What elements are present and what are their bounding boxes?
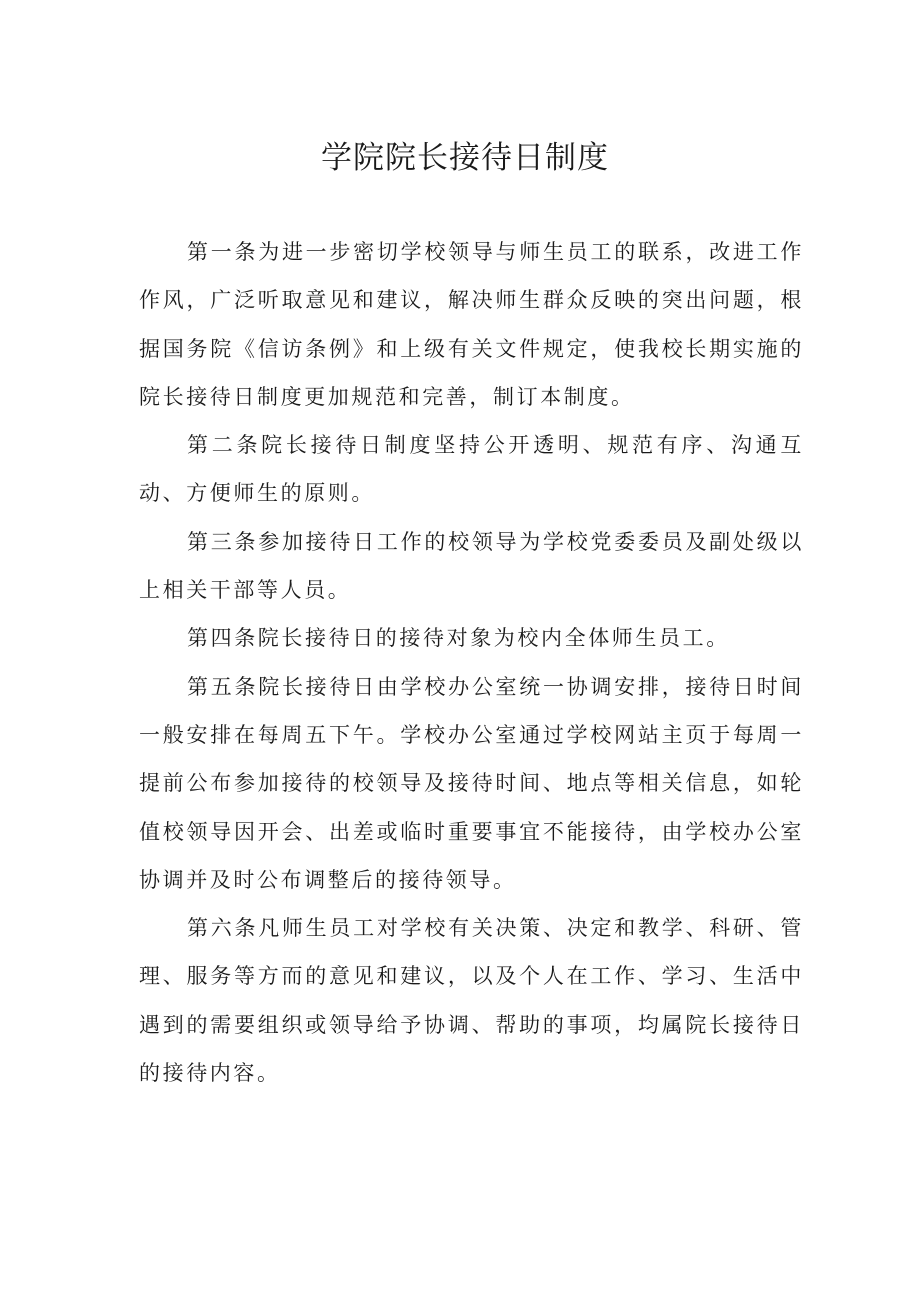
article-4: 第四条院长接待日的接待对象为校内全体师生员工。 [187,626,730,651]
article-3: 第三条参加接待日工作的校领导为学校党委委员及副处级以上相关干部等人员。 [139,529,804,603]
article-5: 第五条院长接待日由学校办公室统一协调安排，接待日时间一般安排在每周五下午。学校办公室通过学校网站主页于每周一提前公布参加接待的校领导及接待时间、地点等相关信息，如轮值校领导因开会、出差或临时重要事宜不能接待，由学校办公室协调并及时公布调整后的接待领导。 [139,674,804,892]
article-2: 第二条院长接待日制度坚持公开透明、规范有序、沟通互动、方便师生的原则。 [139,433,804,506]
article-1: 第一条为进一步密切学校领导与师生员工的联系，改进工作作风，广泛听取意见和建议，解决师生群众反映的突出问题，根据国务院《信访条例》和上级有关文件规定，使我校长期实施的院长接待日制度更加规范和完善，制订本制度。 [139,240,804,409]
document-title: 学院院长接待日制度 [321,140,609,176]
document-body [139,228,804,1097]
article-6: 第六条凡师生员工对学校有关决策、决定和教学、科研、管理、服务等方而的意见和建议，以及个人在工作、学习、生活中遇到的需要组织或领导给予协调、帮助的事项，均属院长接待日的接待内容。 [139,916,804,1086]
